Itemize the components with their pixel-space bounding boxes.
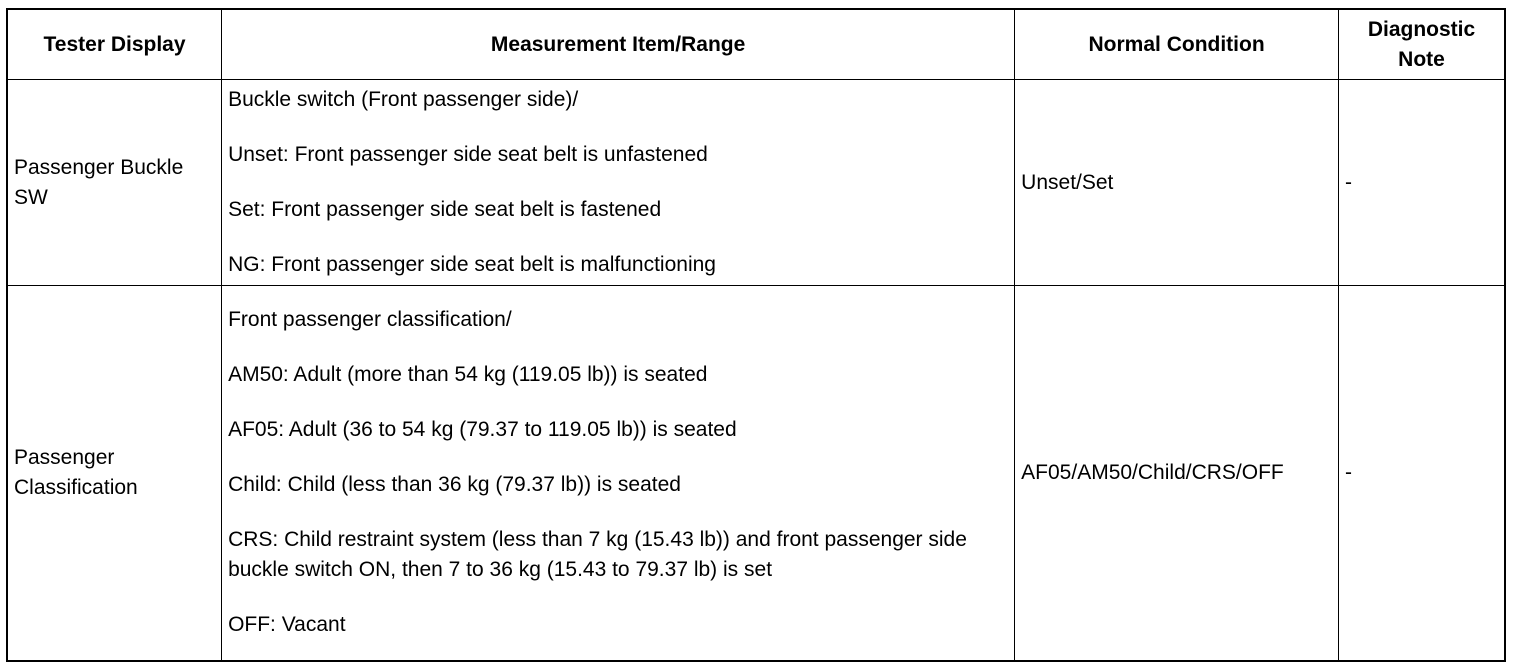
- header-tester-display: Tester Display: [7, 9, 222, 80]
- tester-display-cell: Passenger Buckle SW: [7, 80, 222, 286]
- data-list-table: [6, 8, 1506, 662]
- measurement-line: Set: Front passenger side seat belt is fastened: [228, 198, 662, 221]
- header-normal-condition: Normal Condition: [1015, 9, 1339, 80]
- table-row: [7, 80, 1505, 286]
- table-row: [7, 286, 1505, 661]
- measurement-line: Unset: Front passenger side seat belt is unfastened: [228, 143, 708, 166]
- measurement-line: AM50: Adult (more than 54 kg (119.05 lb)) is seated: [228, 363, 708, 387]
- diagnostic-note-cell: -: [1339, 80, 1505, 286]
- measurement-cell: [222, 80, 1015, 286]
- normal-condition-cell: Unset/Set: [1015, 80, 1339, 286]
- measurement-line: OFF: Vacant: [228, 613, 346, 637]
- measurement-line: Buckle switch (Front passenger side)/: [228, 88, 579, 111]
- measurement-line: NG: Front passenger side seat belt is malfunctioning: [228, 253, 716, 276]
- measurement-line: Front passenger classification/: [228, 308, 512, 332]
- measurement-line: AF05: Adult (36 to 54 kg (79.37 to 119.05 lb)) is seated: [228, 418, 737, 442]
- measurement-line: Child: Child (less than 36 kg (79.37 lb)) is seated: [228, 473, 681, 497]
- header-diagnostic-note: Diagnostic Note: [1339, 9, 1505, 80]
- normal-condition-cell: AF05/AM50/Child/CRS/OFF: [1015, 286, 1339, 661]
- diagnostic-note-cell: -: [1339, 286, 1505, 661]
- table-header-row: [7, 9, 1505, 80]
- measurement-cell: [222, 286, 1015, 661]
- tester-display-cell: Passenger Classification: [7, 286, 222, 661]
- header-measurement-item-range: Measurement Item/Range: [222, 9, 1015, 80]
- measurement-line: CRS: Child restraint system (less than 7 kg (15.43 lb)) and front passenger side buckle switch ON, then 7 to 36 kg (15.43 to 79.37 lb) is set: [228, 528, 967, 582]
